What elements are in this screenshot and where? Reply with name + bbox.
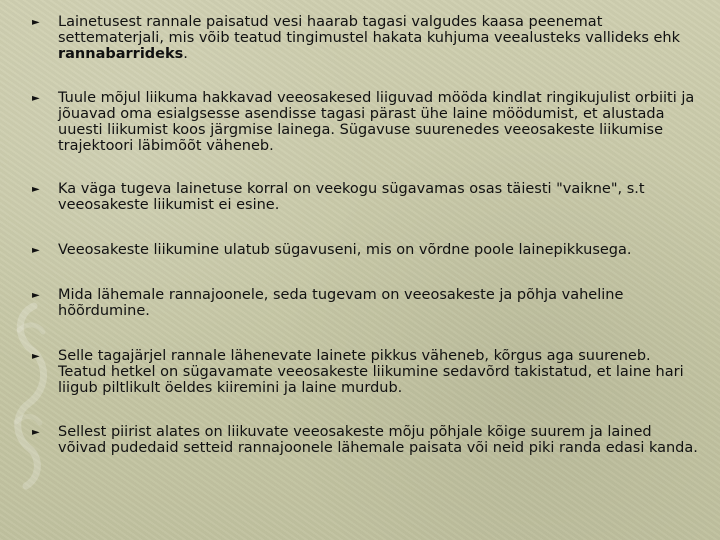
bullet-item xyxy=(32,424,702,456)
bullet-text: Ka väga tugeva lainetuse korral on veekogu sügavamas osas täiesti "vaikne", s.t veeosakeste liikumist ei esine. xyxy=(58,181,645,213)
black-right-pointer-icon: ► xyxy=(32,351,40,362)
black-right-pointer-icon: ► xyxy=(32,17,40,28)
black-right-pointer-icon: ► xyxy=(32,245,40,256)
bullet-text: Tuule mõjul liikuma hakkavad veeosakesed liiguvad mööda kindlat ringikujulist orbiiti ja jõuavad oma esialgsesse asendisse tagasi pärast ühe laine möödumist, et alustada uuesti liikumist koos järgmise lainega. Sügavuse suurenedes veeosakeste liikumise trajektoori läbimõõt väheneb. xyxy=(58,90,695,154)
bullet-item xyxy=(32,287,702,319)
bold-term: rannabarrideks xyxy=(58,46,184,62)
black-right-pointer-icon: ► xyxy=(32,427,40,438)
bullet-text: Sellest piirist alates on liikuvate veeosakeste mõju põhjale kõige suurem ja lained võivad pudedaid setteid rannajoonele lähemale paisata või neid piki randa edasi kanda. xyxy=(58,424,698,456)
bullet-list xyxy=(32,14,702,456)
bullet-text: Veeosakeste liikumine ulatub sügavuseni, mis on võrdne poole lainepikkusega. xyxy=(58,242,632,258)
bullet-item xyxy=(32,181,702,213)
bullet-item xyxy=(32,90,702,154)
bullet-text: Mida lähemale rannajoonele, seda tugevam on veeosakeste ja põhja vaheline hõõrdumine. xyxy=(58,287,624,319)
bullet-text xyxy=(58,14,702,62)
black-right-pointer-icon: ► xyxy=(32,93,40,104)
bullet-item xyxy=(32,242,702,259)
bullet-text-part: . xyxy=(183,46,188,62)
bullet-item xyxy=(32,14,702,62)
black-right-pointer-icon: ► xyxy=(32,290,40,301)
black-right-pointer-icon: ► xyxy=(32,184,40,195)
bullet-text-part: Lainetusest rannale paisatud vesi haarab tagasi valgudes kaasa peenemat settematerjali, mis võib teatud tingimustel hakata kuhjuma veealusteks vallideks ehk xyxy=(58,14,681,46)
bullet-text: Selle tagajärjel rannale lähenevate lainete pikkus väheneb, kõrgus aga suureneb. Teatud hetkel on sügavamate veeosakeste liikumine sedavõrd takistatud, et laine hari liigub piltlikult öeldes kiiremini ja laine murdub. xyxy=(58,348,684,396)
bullet-item xyxy=(32,348,702,396)
